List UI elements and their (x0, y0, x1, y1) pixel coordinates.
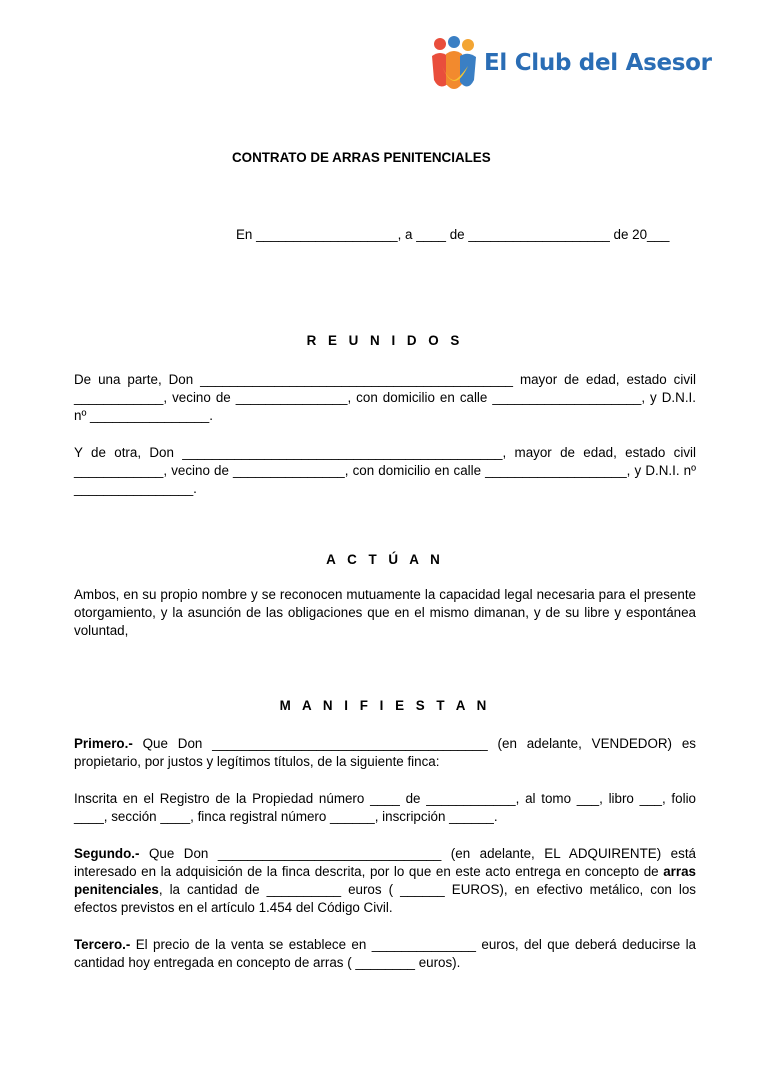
tercero-label: Tercero.- (74, 937, 131, 952)
document-title: CONTRATO DE ARRAS PENITENCIALES (232, 150, 491, 165)
segundo-text-2: , la cantidad de __________ euros ( ______ EUROS), en efectivo metálico, con los efectos previstos en el artículo 1.454 del Código Civil. (74, 882, 696, 915)
date-line: En ___________________, a ____ de ___________________ de 20___ (236, 227, 670, 242)
club-del-asesor-logo (428, 36, 712, 96)
segundo-bold-text: arras penitenciales (74, 864, 696, 897)
segundo-paragraph (74, 845, 696, 917)
segundo-text-1: Que Don ______________________________ (en adelante, EL ADQUIRENTE) está interesado en la adquisición de la finca descrita, por lo que en este acto entrega en concepto de (74, 846, 696, 879)
primero-label: Primero.- (74, 736, 133, 751)
segundo-label: Segundo.- (74, 846, 140, 861)
reunidos-party-one: De una parte, Don __________________________________________ mayor de edad, estado civil ____________, vecino de _______________, con domicilio en calle ____________________, y D.N.I. nº ________________. (74, 372, 696, 423)
primero-text: Que Don _____________________________________ (en adelante, VENDEDOR) es propietario, por justos y legítimos títulos, de la siguiente finca: (74, 736, 696, 769)
logo-text: El Club del Asesor (484, 50, 712, 76)
tercero-text: El precio de la venta se establece en ______________ euros, del que deberá deducirse la cantidad hoy entregada en concepto de arras ( ________ euros). (74, 937, 696, 970)
reunidos-heading: R E U N I D O S (306, 333, 464, 348)
manifiestan-heading: M A N I F I E S T A N (279, 698, 491, 713)
actuan-heading: A C T Ú A N (326, 552, 444, 567)
inscrita-paragraph: Inscrita en el Registro de la Propiedad número ____ de ____________, al tomo ___, libro ___, folio ____, sección ____, finca registral número ______, inscripción ______. (74, 791, 696, 824)
people-group-icon (428, 36, 480, 96)
tercero-paragraph (74, 936, 696, 972)
reunidos-party-two: Y de otra, Don ___________________________________________, mayor de edad, estado civil ____________, vecino de _______________, con domicilio en calle ___________________, y D.N.I. nº ________________. (74, 445, 696, 496)
actuan-paragraph: Ambos, en su propio nombre y se reconocen mutuamente la capacidad legal necesaria para el presente otorgamiento, y la asunción de las obligaciones que en el mismo dimanan, y de su libre y espontánea voluntad, (74, 587, 696, 638)
primero-paragraph (74, 735, 696, 771)
